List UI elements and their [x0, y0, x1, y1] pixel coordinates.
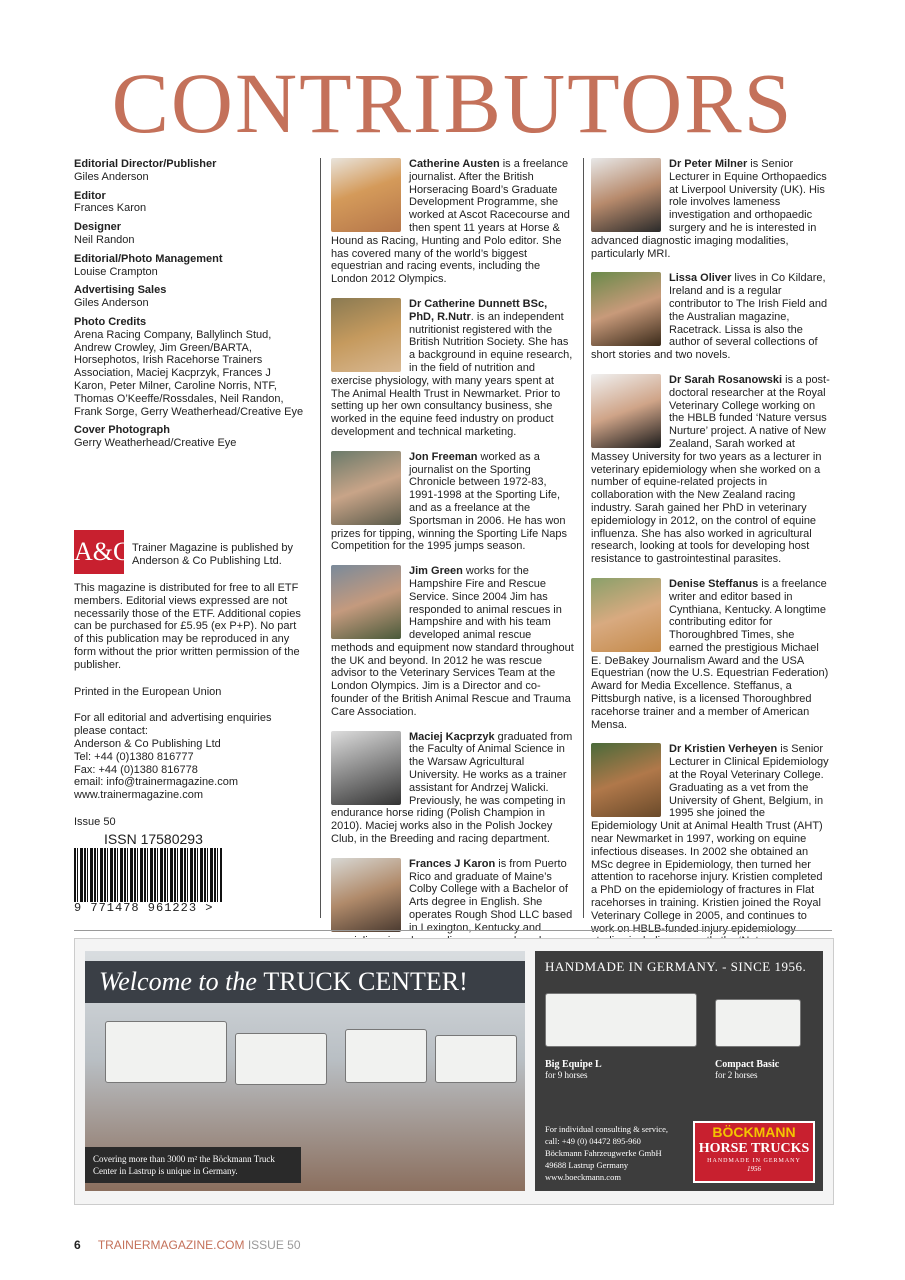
- section-divider: [74, 930, 832, 931]
- contributor-photo: [591, 578, 661, 652]
- contributor-bio: is a post-doctoral researcher at the Royal Veterinary College working on the HBLB funded ‘Nature versus Nurture’ project. A native of New Zealand, Sarah worked at Massey University for two years as a lecturer in veterinary epidemiology when she worked on a number of equine-related projects in collaboration with the New Zealand racing industry. Sarah gained her PhD in veterinary epidemiology in 2012, on the control of equine influenza. She has also worked in agricultural research, looking at tools for developing host resistance to gastrointestinal parasites.: [591, 373, 830, 566]
- page-title: CONTRIBUTORS: [111, 55, 794, 151]
- contributor-name: Maciej Kacprzyk: [409, 730, 495, 743]
- footer-site[interactable]: TRAINERMAGAZINE.COM: [97, 1238, 245, 1252]
- ad-contact: [545, 1123, 695, 1183]
- product-name: Big Equipe L: [545, 1059, 602, 1070]
- contributor-bio: worked as a journalist on the Sporting Chronicle between 1972-83, 1991-1998 at the Sporting Life, and as a freelance at the Sportsman in 2006. He has won prizes for tipping, winning the Sporting Life Naps Competition for the 1995 jumps season.: [331, 450, 568, 553]
- contributor-entry: [331, 565, 574, 719]
- credit-item: [74, 253, 304, 279]
- logo-sub-text: HANDMADE IN GERMANY: [707, 1158, 801, 1164]
- credit-value: Arena Racing Company, Ballylinch Stud, Andrew Crowley, Jim Green/BARTA, Horsephotos, Irish Racehorse Trainers Association, Maciej Kacprzyk, Frances J Karon, Peter Milner, Caroline Norris, NTF, Thomas O’Keeffe/Rossdales, Neil Randon, Frank Sorge, Gerry Weatherhead/Creative Eye: [74, 328, 304, 418]
- credit-label: Photo Credits: [74, 315, 147, 328]
- contributor-photo: [331, 731, 401, 805]
- contributor-entry: [331, 158, 574, 286]
- contributor-photo: [331, 858, 401, 932]
- credit-item: [74, 158, 304, 184]
- ad-headline: HANDMADE IN GERMANY. - SINCE 1956.: [545, 959, 807, 974]
- column-divider: [583, 158, 584, 918]
- advertisement[interactable]: [74, 938, 834, 1205]
- issn-text: ISSN 17580293: [104, 830, 203, 847]
- publisher-info: [74, 582, 306, 914]
- ad-website-link[interactable]: www.boeckmann.com: [545, 1172, 621, 1182]
- credit-item: [74, 424, 304, 450]
- contributor-photo: [591, 743, 661, 817]
- logo-year-text: 1956: [747, 1165, 761, 1173]
- contributor-name: Jon Freeman: [409, 450, 478, 463]
- published-by-text: Trainer Magazine is published by Anderson & Co Publishing Ltd.: [132, 542, 294, 567]
- credit-label: Editorial Director/Publisher: [74, 158, 217, 170]
- big-equipe-truck-shape: [545, 993, 697, 1047]
- contributor-name: Dr Catherine Dunnett BSc, PhD, R.Nutr: [409, 297, 548, 323]
- contributor-entry: [331, 451, 574, 553]
- enquiries-text: For all editorial and advertising enquiries please contact:: [74, 712, 272, 738]
- contributor-entry: [331, 298, 574, 439]
- contributor-bio: . is an independent nutritionist registered with the British Nutrition Society. She has a background in equine research, in the field of nutrition and exercise physiology, with many years spent at The Animal Health Trust in Newmarket. Prior to setting up her own consultancy business, she worked in the equine feed industry on product development and technical marketing.: [331, 310, 573, 438]
- contributor-photo: [331, 158, 401, 232]
- contributors-column-3: [591, 158, 831, 973]
- credit-item: [74, 221, 304, 247]
- bockmann-logo: [693, 1121, 815, 1183]
- ad-address: 49688 Lastrup Germany: [545, 1160, 629, 1170]
- credits-column: [74, 158, 304, 456]
- contributor-bio: is a freelance writer and editor based in Cynthiana, Kentucky. A longtime contributing editor for Thoroughbred Times, she earned the prestigious Michael E. DeBakey Journalism Award and the USA Equestrian (now the U.S. Equestrian Federation) Award for Media Excellence. Steffanus, a Pittsburgh native, is a licensed Thoroughbred racehorse trainer and a member of American Mensa.: [591, 577, 829, 731]
- page-number: 6: [74, 1238, 81, 1252]
- credit-item: [74, 190, 304, 216]
- contributor-photo: [331, 451, 401, 525]
- credit-value: Neil Randon: [74, 233, 135, 246]
- credit-label: Cover Photograph: [74, 424, 170, 437]
- contributor-bio: is Senior Lecturer in Equine Orthopaedics at Liverpool University (UK). His role involves lameness investigation and orthopaedic surgery and he is interested in advanced diagnostic imaging modalities, particularly MRI.: [591, 158, 827, 260]
- page-footer: [74, 1238, 301, 1252]
- product-sub: for 9 horses: [545, 1070, 588, 1080]
- contributor-entry: [591, 158, 831, 260]
- contributor-bio: lives in Co Kildare, Ireland and is a regular contributor to The Irish Field and the Australian magazine, Racetrack. Lissa is also the author of several collections of short stories and two novels.: [591, 272, 828, 362]
- horse-truck-shape: [105, 1021, 227, 1083]
- contributor-bio: is a freelance journalist. After the British Horseracing Board’s Graduate Development Programme, she worked at Ascot Racecourse and then spent 11 years at Horse & Hound as Racing, Hunting and Polo editor. She has covered many of the world’s biggest equestrian and racing events, including the London 2012 Olympics.: [331, 158, 570, 286]
- credit-label: Editor: [74, 189, 106, 202]
- anderson-co-logo: A&Co: [74, 530, 124, 574]
- contributor-name: Jim Green: [409, 565, 463, 578]
- contributor-entry: [591, 743, 831, 961]
- barcode-number: 9 771478 961223 >: [74, 900, 214, 915]
- footer-issue: ISSUE 50: [247, 1238, 301, 1252]
- horse-truck-shape: [435, 1035, 517, 1083]
- credit-value: Frances Karon: [74, 202, 147, 215]
- credit-label: Advertising Sales: [74, 284, 167, 297]
- banner-main-text: TRUCK CENTER!: [263, 967, 468, 996]
- credit-label: Designer: [74, 221, 122, 234]
- barcode-image: [74, 848, 222, 902]
- contributor-photo: [591, 158, 661, 232]
- credit-value: Giles Anderson: [74, 170, 149, 183]
- logo-top-text: BÖCKMANN: [712, 1124, 796, 1140]
- credit-item: [74, 284, 304, 310]
- contact-line: For individual consulting & service,: [545, 1124, 668, 1134]
- product-sub: for 2 horses: [715, 1070, 758, 1080]
- contributor-name: Frances J Karon: [409, 857, 496, 870]
- contributor-name: Catherine Austen: [409, 158, 500, 170]
- bockmann-panel: [535, 951, 823, 1191]
- contributor-bio: graduated from the Faculty of Animal Science in the Warsaw Agricultural University. He works as a trainer assistant for Andrzej Walicki. Previously, he was competing in endurance horse riding (Polish Champion in 2010). Maciej works also in the Polish Jockey Club, in the Breeding and racing department.: [331, 730, 573, 846]
- contributor-bio: is Senior Lecturer in Clinical Epidemiology at the Royal Veterinary College. Graduating as a vet from the University of Ghent, Belgium, in 1995 she joined the Epidemiology Unit at Animal Health Trust (AHT) near Newmarket in 1997, working on equine infectious diseases. In 2002 she obtained an MSc degree in Epidemiology, then turned her attention to racehorse injury. Kristien completed a PhD on the epidemiology of fractures in Flat racehorses in training. Kristien joined the Royal Veterinary College in 2005, and continues to work on HBLB-funded injury epidemiology: [591, 743, 829, 935]
- credit-item: [74, 316, 304, 418]
- horse-truck-shape: [235, 1033, 327, 1085]
- contributor-photo: [591, 374, 661, 448]
- credit-value: Louise Crampton: [74, 265, 158, 278]
- contributor-bio: works for the Hampshire Fire and Rescue Service. Since 2004 Jim has responded to animal rescues in Hampshire and with his team developed animal rescue methods and equipment now standard throughout the UK and beyond. In 2012 he was rescue advisor to the Veterinary Services Team at the London Olympics. Jim is a Director and co-founder of the British Animal Rescue and Trauma Care Association.: [331, 565, 574, 718]
- contributor-photo: [331, 298, 401, 372]
- website-link[interactable]: www.trainermagazine.com: [74, 789, 203, 802]
- contact-block: [74, 712, 306, 802]
- company-name: Anderson & Co Publishing Ltd: [74, 737, 221, 750]
- banner-pre-text: Welcome to the: [99, 967, 264, 996]
- contributor-entry: [591, 272, 831, 362]
- product-name: Compact Basic: [715, 1059, 780, 1070]
- product-big-equipe: [545, 1059, 602, 1081]
- contributor-entry: [591, 578, 831, 732]
- contributors-column-2: [331, 158, 574, 972]
- issue-text: Issue 50: [74, 815, 116, 828]
- ad-caption: Covering more than 3000 m² the Böckmann Truck Center in Lastrup is unique in Germany.: [85, 1147, 301, 1183]
- contributor-entry: [331, 731, 574, 846]
- contact-phone: call: +49 (0) 04472 895-960: [545, 1136, 641, 1146]
- distribution-text: This magazine is distributed for free to all ETF members. Editorial views expressed are not necessarily those of the ETF. Additional copies can be purchased for £5.95 (ex P+P). No part of this publication may be reproduced in any form without the prior written permission of the publisher.: [74, 582, 301, 671]
- contributor-name: Dr Peter Milner: [669, 158, 748, 170]
- contributor-entry: [591, 374, 831, 566]
- column-divider: [320, 158, 321, 918]
- credit-value: Giles Anderson: [74, 297, 149, 310]
- ad-company: Böckmann Fahrzeugwerke GmbH: [545, 1148, 662, 1158]
- contributor-name: Dr Kristien Verheyen: [669, 743, 778, 756]
- credit-label: Editorial/Photo Management: [74, 252, 223, 265]
- contributor-photo: [591, 272, 661, 346]
- contributor-name: Dr Sarah Rosanowski: [669, 373, 783, 386]
- product-compact-basic: [715, 1059, 779, 1081]
- contributor-name: Lissa Oliver: [669, 272, 732, 285]
- ad-banner: [85, 961, 525, 1003]
- truck-center-photo: [85, 951, 525, 1191]
- horse-truck-shape: [345, 1029, 427, 1083]
- contributor-bio: is from Puerto Rico and graduate of Maine’s Colby College with a Bachelor of Arts degree in English. She operates Rough Shod LLC based in Lexington, Kentucky and: [409, 857, 573, 934]
- printed-text: Printed in the European Union: [74, 685, 222, 698]
- logo-mid-text: HORSE TRUCKS: [698, 1141, 810, 1156]
- credit-value: Gerry Weatherhead/Creative Eye: [74, 437, 237, 450]
- email-link[interactable]: email: info@trainermagazine.com: [74, 776, 239, 789]
- fax-text: Fax: +44 (0)1380 816778: [74, 763, 198, 776]
- compact-basic-truck-shape: [715, 999, 801, 1047]
- publisher-block: [74, 530, 306, 574]
- contributor-photo: [331, 565, 401, 639]
- contributor-name: Denise Steffanus: [669, 577, 759, 590]
- tel-text: Tel: +44 (0)1380 816777: [74, 750, 194, 763]
